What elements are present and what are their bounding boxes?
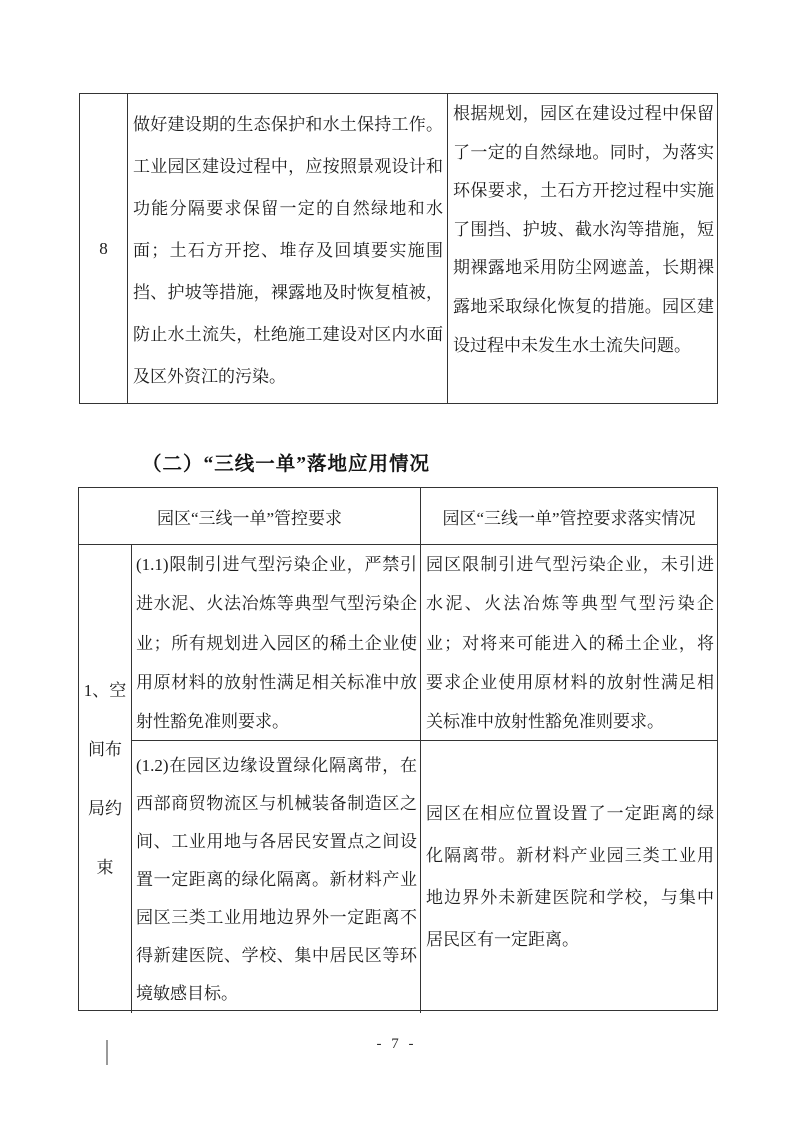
group-label-line: 1、空 <box>83 681 127 700</box>
requirement-cell: 做好建设期的生态保护和水土保持工作。工业园区建设过程中，应按照景观设计和功能分隔要求保留一定的自然绿地和水面；土石方开挖、堆存及回填要实施围挡、护坡等措施，裸露地及时恢复植被，防止水土流失，杜绝施工建设对区内水面及区外资江的污染。 <box>128 94 448 403</box>
group-label-line: 束 <box>96 858 114 877</box>
construction-period-table <box>79 93 718 404</box>
page-number: - 7 - <box>376 1036 417 1052</box>
column-header-implementation: 园区“三线一单”管控要求落实情况 <box>421 488 717 545</box>
implementation-cell: 根据规划，园区在建设过程中保留了一定的自然绿地。同时，为落实环保要求，土石方开挖过程中实施了围挡、护坡、截水沟等措施，短期裸露地采用防尘网遮盖，长期裸露地采取绿化恢复的措施。园区建设过程中未发生水土流失问题。 <box>453 104 714 355</box>
row-number-cell: 8 <box>80 94 128 403</box>
implementation-1-2-text: 园区在相应位置设置了一定距离的绿化隔离带。新材料产业园三类工业用地边界外未新建医院和学校，与集中居民区有一定距离。 <box>426 804 714 949</box>
control-requirements-table <box>78 487 718 1011</box>
section-heading: （二）“三线一单”落地应用情况 <box>142 454 431 475</box>
column-header-requirements: 园区“三线一单”管控要求 <box>79 488 421 545</box>
requirement-1-1-cell: (1.1)限制引进气型污染企业，严禁引进水泥、火法冶炼等典型气型污染企业；所有规划进入园区的稀土企业使用原材料的放射性满足相关标准中放射性豁免准则要求。 <box>132 545 421 741</box>
group-label-line: 间布 <box>88 740 122 759</box>
implementation-1-2-cell <box>421 741 717 1013</box>
group-label-line: 局约 <box>88 799 122 818</box>
requirement-1-2-cell: (1.2)在园区边缘设置绿化隔离带，在西部商贸物流区与机械装备制造区之间、工业用地与各居民安置点之间设置一定距离的绿化隔离。新材料产业园区三类工业用地边界外一定距离不得新建医院、学校、集中居民区等环境敏感目标。 <box>132 741 421 1013</box>
group-label-spatial-layout <box>79 545 132 1013</box>
implementation-1-1-cell: 园区限制引进气型污染企业，未引进水泥、火法冶炼等典型气型污染企业；对将来可能进入的稀土企业，将要求企业使用原材料的放射性满足相关标准中放射性豁免准则要求。 <box>421 545 717 741</box>
